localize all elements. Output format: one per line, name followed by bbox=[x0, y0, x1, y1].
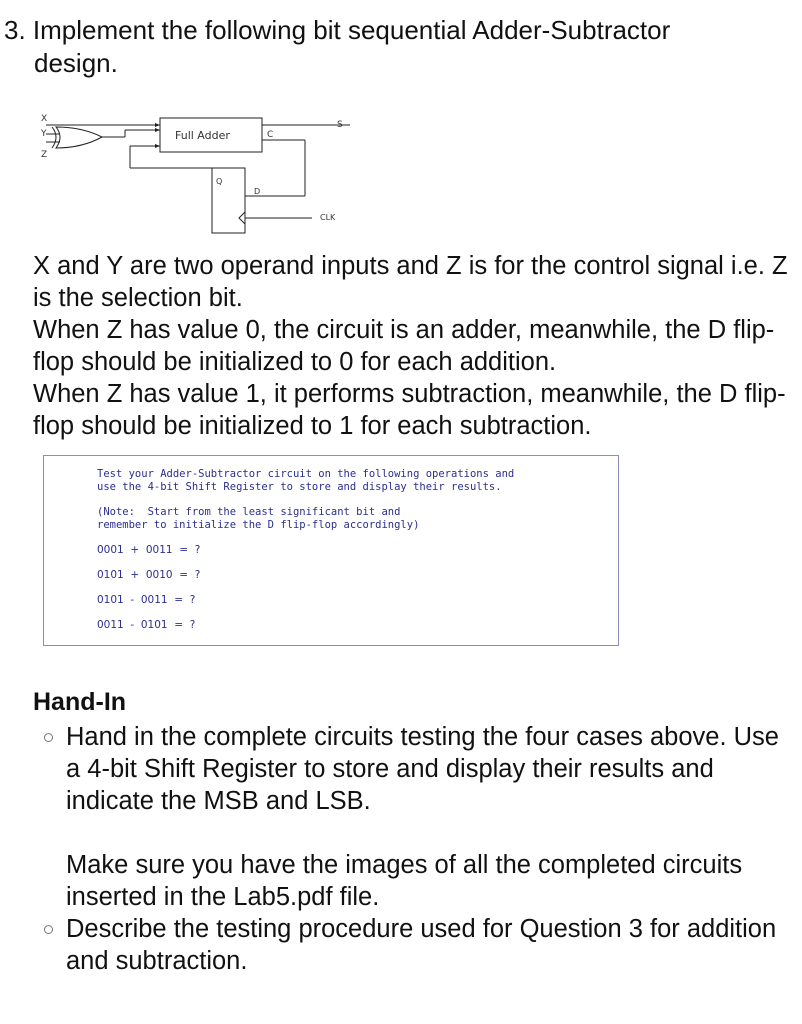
hand-in-item bbox=[44, 721, 796, 913]
input-x-label: X bbox=[41, 114, 48, 124]
input-y-label: Y bbox=[41, 129, 47, 139]
paragraph-subtractor-mode: When Z has value 1, it performs subtraction, meanwhile, the D flip-flop should be initialized to 1 for each subtraction. bbox=[33, 380, 786, 440]
hand-in-heading: Hand-In bbox=[33, 688, 127, 716]
description-paragraphs bbox=[33, 250, 798, 442]
xor-gate-back-curve bbox=[52, 127, 56, 148]
question-title bbox=[4, 14, 794, 80]
carry-label: C bbox=[267, 130, 274, 140]
test-note-line1: (Note: Start from the least significant bit and bbox=[97, 506, 401, 518]
paragraph-inputs: X and Y are two operand inputs and Z is for the control signal i.e. Z is the selection bit. bbox=[33, 252, 788, 312]
test-operation: 0101 - 0011 = ? bbox=[97, 594, 196, 606]
test-intro-line1: Test your Adder-Subtractor circuit on the following operations and bbox=[97, 468, 515, 480]
test-operations-box bbox=[43, 455, 619, 646]
test-intro-line2: use the 4-bit Shift Register to store and display their results. bbox=[97, 481, 502, 493]
test-operation: 0011 - 0101 = ? bbox=[97, 619, 196, 631]
sum-label: S bbox=[337, 120, 343, 130]
hand-in-item bbox=[44, 913, 796, 977]
flip-flop-q-label: Q bbox=[216, 177, 223, 186]
question-title-line1: Implement the following bit sequential Adder-Subtractor bbox=[32, 15, 671, 45]
test-operation: 0001 + 0011 = ? bbox=[97, 544, 201, 556]
question-number: 3. bbox=[4, 15, 26, 45]
hollow-circle-bullet-icon bbox=[44, 733, 53, 742]
xor-gate bbox=[56, 127, 102, 148]
test-operation: 0101 + 0010 = ? bbox=[97, 569, 201, 581]
adder-subtractor-circuit-diagram bbox=[30, 108, 360, 243]
question-title-line2: design. bbox=[34, 48, 118, 78]
clock-label: CLK bbox=[320, 213, 336, 222]
flip-flop-d-label: D bbox=[254, 187, 261, 196]
full-adder-label: Full Adder bbox=[175, 129, 230, 142]
hand-in-item-text: Describe the testing procedure used for Question 3 for addition and subtraction. bbox=[66, 915, 777, 975]
clock-triangle bbox=[239, 212, 245, 224]
hollow-circle-bullet-icon bbox=[44, 925, 53, 934]
hand-in-list bbox=[44, 721, 796, 977]
hand-in-item-subtext: Make sure you have the images of all the completed circuits inserted in the Lab5.pdf file. bbox=[66, 851, 743, 911]
paragraph-adder-mode: When Z has value 0, the circuit is an adder, meanwhile, the D flip-flop should be initialized to 0 for each addition. bbox=[33, 316, 775, 376]
input-z-label: Z bbox=[41, 150, 48, 160]
test-note-line2: remember to initialize the D flip-flop accordingly) bbox=[97, 519, 420, 531]
hand-in-item-text: Hand in the complete circuits testing the four cases above. Use a 4-bit Shift Register to store and display their results and indicate the MSB and LSB. bbox=[66, 723, 779, 815]
